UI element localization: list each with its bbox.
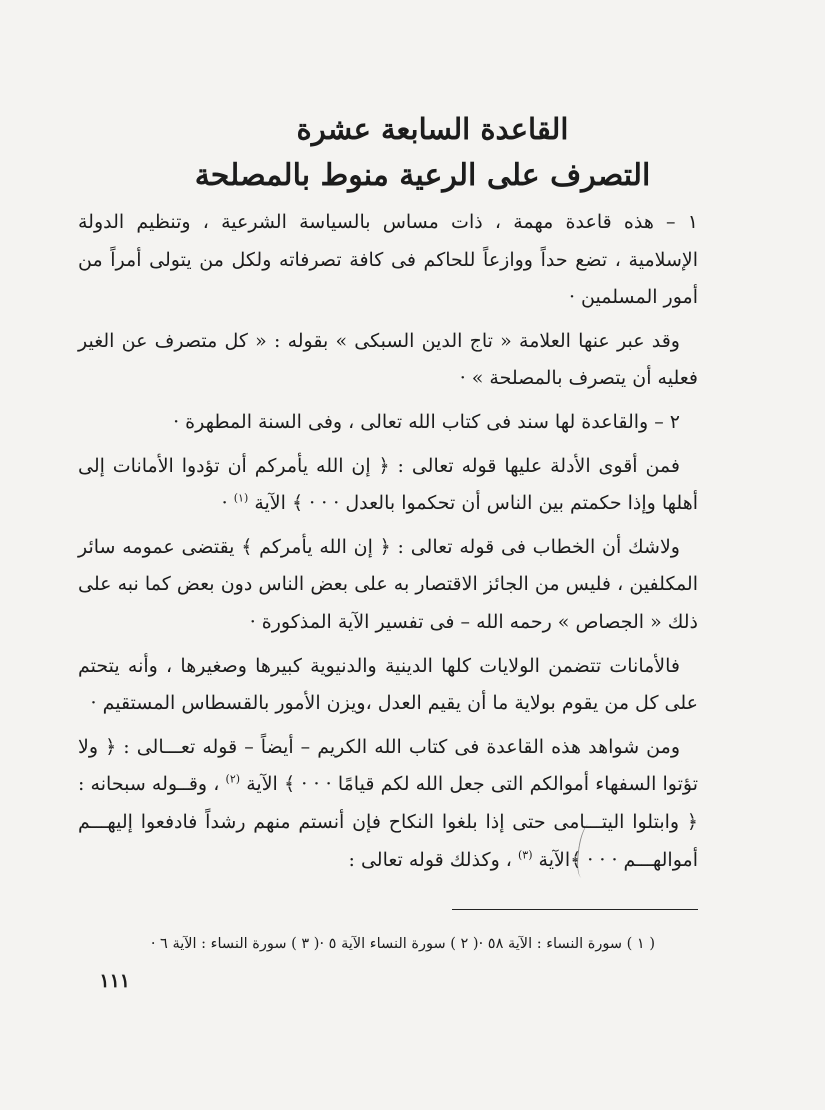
- paragraph-1: ١ – هذه قاعدة مهمة ، ذات مساس بالسياسة الشرعية ، وتنظيم الدولة الإسلامية ، تضع حداً ووازعاً للحاكم فى كافة تصرفاته ولكل من يتولى أمراً من أمور المسلمين ·: [78, 211, 698, 309]
- footnote-ref-3: (٣): [517, 848, 533, 862]
- paragraph-3: ٢ – والقاعدة لها سند فى كتاب الله تعالى ، وفى السنة المطهرة ·: [173, 410, 680, 433]
- paragraph-7-part-3: ، وكذلك قوله تعالى :: [348, 848, 518, 871]
- paragraph-7-part-1: ومن شواهد هذه القاعدة فى كتاب الله الكريم – أيضاً – قوله تعـــالى : ﴿ ولا تؤتوا السفهاء أموالكم التى جعل الله لكم قيامًا · · · ﴾ الآية: [78, 735, 698, 796]
- paragraph-2: وقد عبر عنها العلامة « تاج الدين السبكى » بقوله : « كل متصرف عن الغير فعليه أن يتصرف بالمصلحة » ·: [78, 329, 698, 390]
- paragraph-4-text: فمن أقوى الأدلة عليها قوله تعالى : ﴿ إن الله يأمركم أن تؤدوا الأمانات إلى أهلها وإذا حكمتم بين الناس أن تحكموا بالعدل · · · ﴾ الآية: [78, 454, 698, 515]
- paragraph-5: ولاشك أن الخطاب فى قوله تعالى : ﴿ إن الله يأمركم ﴾ يقتضى عمومه سائر المكلفين ، فليس من الجائز الاقتصار به على بعض الناس دون بعض كما نبه على ذلك « الجصاص » رحمه الله – فى تفسير الآية المذكورة ·: [78, 535, 698, 633]
- body-text: [78, 204, 698, 885]
- page-number: ١١١: [99, 970, 130, 992]
- footnote-divider: [452, 909, 698, 910]
- paragraph-4: [78, 448, 698, 523]
- rule-number-heading: القاعدة السابعة عشرة: [296, 112, 569, 146]
- paragraph-7-part-2: ، وقــوله سبحانه : ﴿ وابتلوا اليتـــامى حتى إذا بلغوا النكاح فإن أنستم منهم رشداً فادفعوا إليهـــم أموالهـــم · · · ﴾الآية: [78, 773, 698, 871]
- paragraph-4-end: ·: [221, 492, 234, 515]
- paragraph-7: [78, 729, 698, 879]
- footnotes: ( ١ ) سورة النساء : الآية ٥٨ ·( ٢ ) سورة النساء الآية ٥ ·( ٣ ) سورة النساء : الآية ٦ ·: [150, 936, 655, 952]
- footnote-ref-1: (١): [233, 491, 249, 505]
- paragraph-6: فالأمانات تتضمن الولايات كلها الدينية والدنيوية كبيرها وصغيرها ، وأنه يتحتم على كل من يقوم بولاية ما أن يقيم العدل ،ويزن الأمور بالقسطاس المستقيم ·: [78, 654, 698, 715]
- rule-title-heading: التصرف على الرعية منوط بالمصلحة: [194, 158, 651, 193]
- footnote-ref-2: (٢): [225, 772, 241, 786]
